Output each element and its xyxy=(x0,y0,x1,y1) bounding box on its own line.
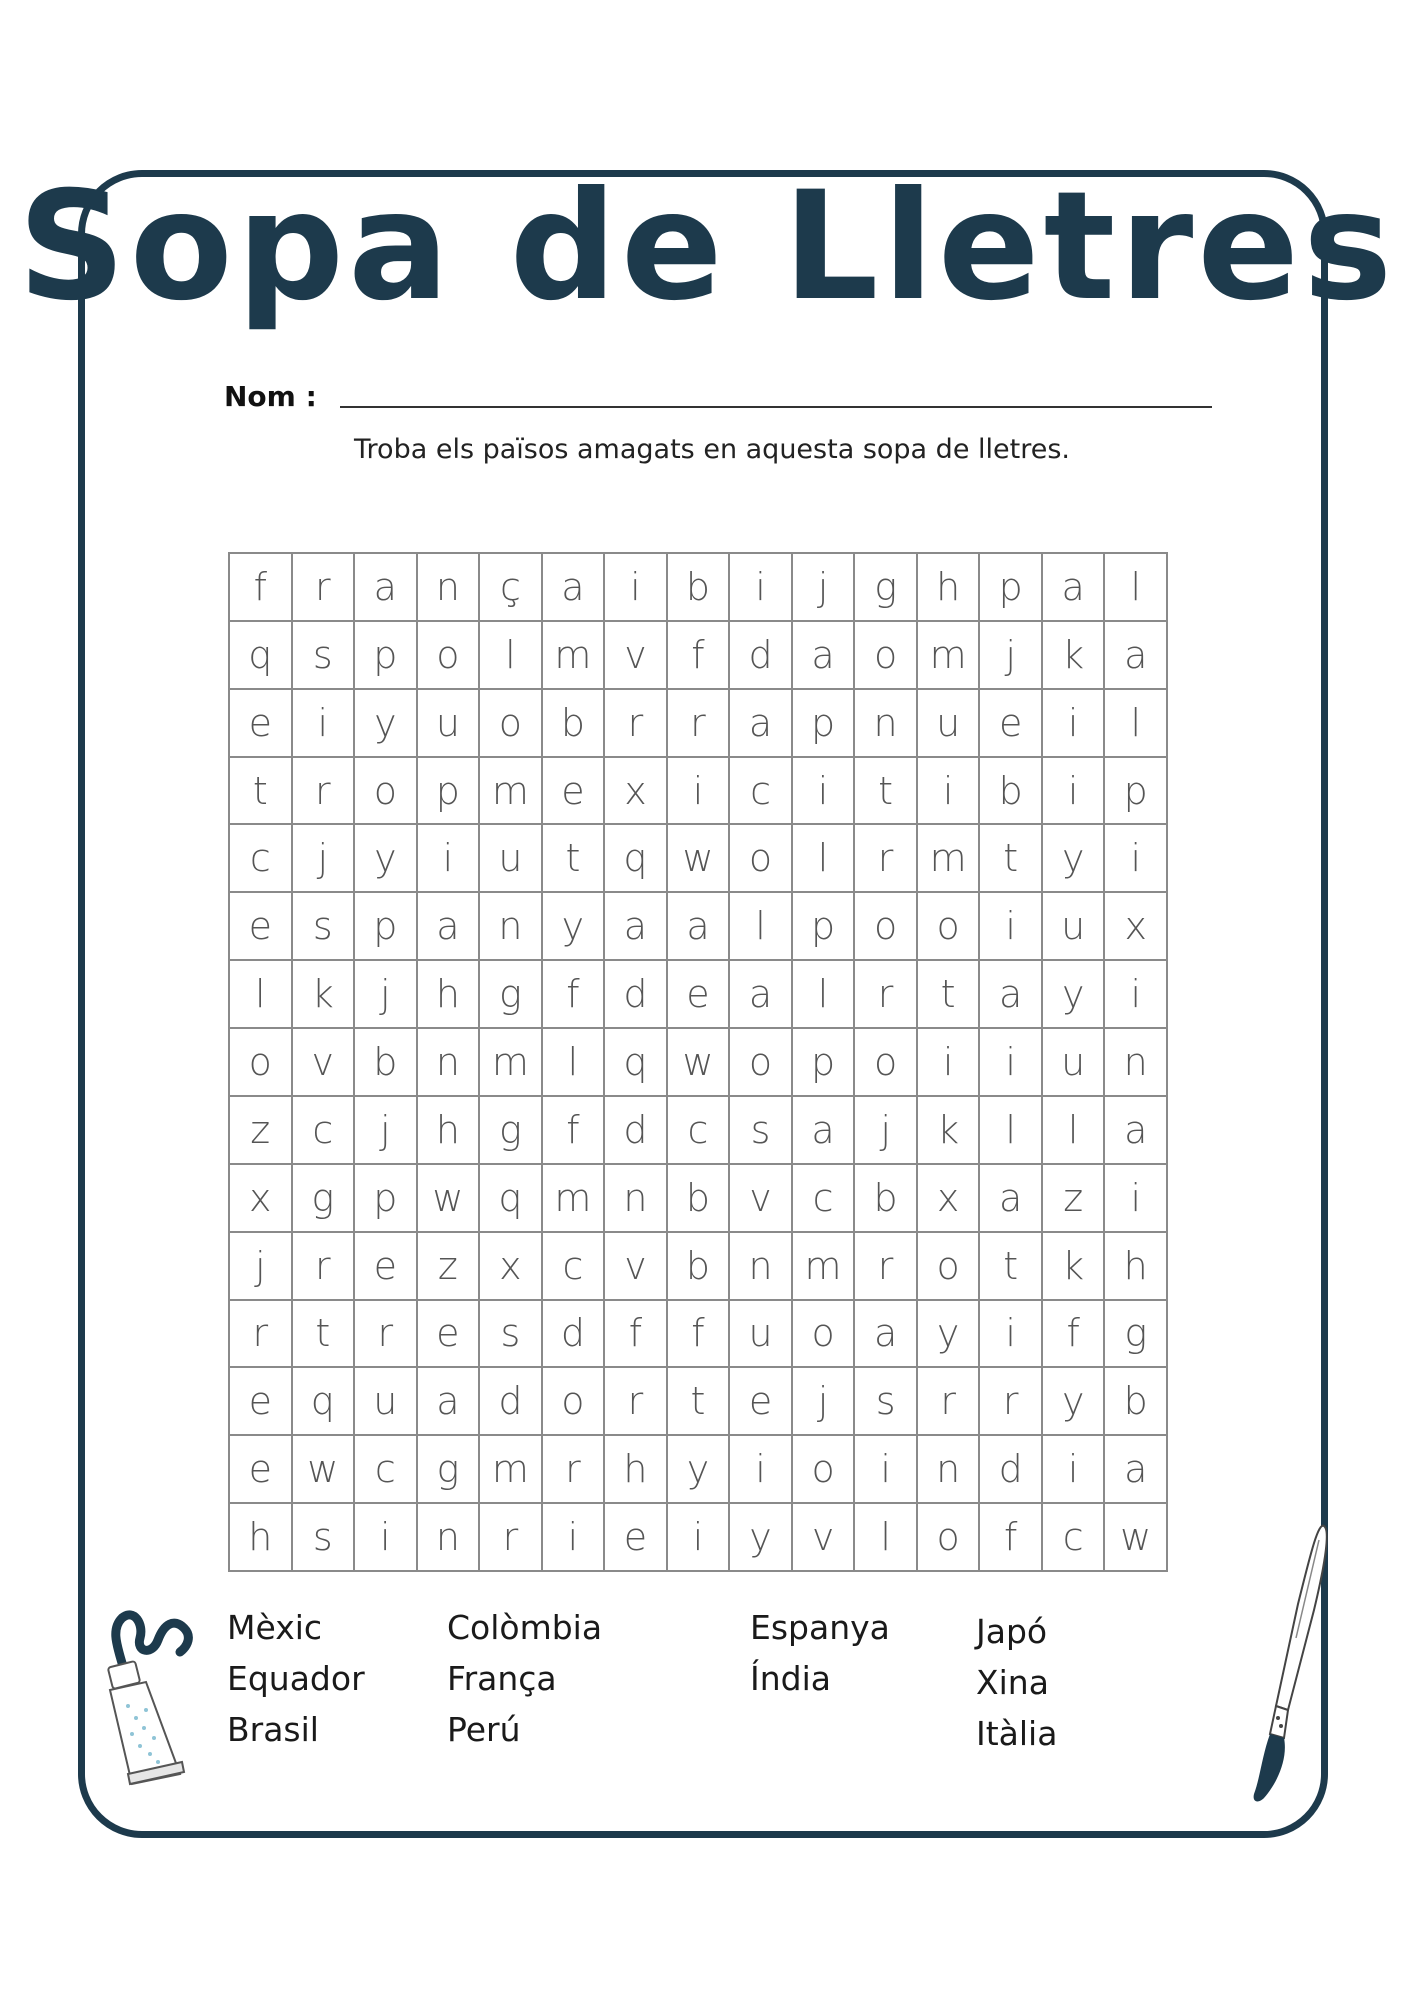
grid-cell[interactable]: c xyxy=(293,1097,356,1165)
grid-cell[interactable]: j xyxy=(355,1097,418,1165)
word-list-item: Itàlia xyxy=(976,1714,1058,1753)
grid-cell[interactable]: b xyxy=(355,1029,418,1097)
grid-cell[interactable]: n xyxy=(418,554,481,622)
grid-cell[interactable]: i xyxy=(1105,1165,1168,1233)
grid-cell[interactable]: o xyxy=(918,1233,981,1301)
grid-cell[interactable]: r xyxy=(355,1301,418,1369)
grid-cell[interactable]: n xyxy=(605,1165,668,1233)
grid-cell[interactable]: s xyxy=(293,622,356,690)
word-list-item: Mèxic xyxy=(227,1608,323,1647)
grid-cell[interactable]: f xyxy=(605,1301,668,1369)
grid-cell[interactable]: o xyxy=(793,1436,856,1504)
word-list-item: Índia xyxy=(750,1659,831,1698)
grid-cell[interactable]: x xyxy=(918,1165,981,1233)
grid-cell[interactable]: b xyxy=(668,1165,731,1233)
grid-cell[interactable]: h xyxy=(230,1504,293,1572)
grid-cell[interactable]: i xyxy=(980,893,1043,961)
grid-cell[interactable]: r xyxy=(293,554,356,622)
grid-cell[interactable]: o xyxy=(418,622,481,690)
grid-cell[interactable]: i xyxy=(293,690,356,758)
grid-cell[interactable]: j xyxy=(793,554,856,622)
grid-cell[interactable]: d xyxy=(480,1368,543,1436)
grid-cell[interactable]: e xyxy=(543,758,606,826)
grid-cell[interactable]: r xyxy=(543,1436,606,1504)
grid-cell[interactable]: r xyxy=(605,690,668,758)
grid-cell[interactable]: i xyxy=(543,1504,606,1572)
grid-cell[interactable]: h xyxy=(418,1097,481,1165)
grid-cell[interactable]: p xyxy=(355,893,418,961)
grid-cell[interactable]: i xyxy=(1105,825,1168,893)
grid-cell[interactable]: a xyxy=(980,961,1043,1029)
grid-cell[interactable]: w xyxy=(668,825,731,893)
word-list-item: Brasil xyxy=(227,1710,319,1749)
grid-cell[interactable]: o xyxy=(230,1029,293,1097)
grid-cell[interactable]: z xyxy=(230,1097,293,1165)
grid-cell[interactable]: k xyxy=(1043,1233,1106,1301)
grid-cell[interactable]: d xyxy=(980,1436,1043,1504)
grid-cell[interactable]: i xyxy=(730,1436,793,1504)
grid-cell[interactable]: e xyxy=(230,1368,293,1436)
grid-cell[interactable]: l xyxy=(543,1029,606,1097)
grid-cell[interactable]: v xyxy=(793,1504,856,1572)
grid-cell[interactable]: i xyxy=(668,1504,731,1572)
grid-cell[interactable]: u xyxy=(730,1301,793,1369)
grid-cell[interactable]: p xyxy=(355,622,418,690)
grid-cell[interactable]: v xyxy=(293,1029,356,1097)
grid-cell[interactable]: n xyxy=(480,893,543,961)
grid-cell[interactable]: o xyxy=(480,690,543,758)
word-list-item: Equador xyxy=(227,1659,365,1698)
grid-cell[interactable]: e xyxy=(668,961,731,1029)
grid-cell[interactable]: r xyxy=(480,1504,543,1572)
grid-cell[interactable]: o xyxy=(918,893,981,961)
grid-cell[interactable]: l xyxy=(730,893,793,961)
grid-cell[interactable]: w xyxy=(668,1029,731,1097)
grid-cell[interactable]: d xyxy=(605,961,668,1029)
grid-cell[interactable]: m xyxy=(480,1436,543,1504)
grid-cell[interactable]: i xyxy=(918,1029,981,1097)
grid-cell[interactable]: n xyxy=(418,1504,481,1572)
grid-cell[interactable]: q xyxy=(605,1029,668,1097)
grid-cell[interactable]: g xyxy=(480,1097,543,1165)
grid-cell[interactable]: s xyxy=(855,1368,918,1436)
grid-cell[interactable]: i xyxy=(855,1436,918,1504)
grid-cell[interactable]: o xyxy=(855,893,918,961)
grid-cell[interactable]: q xyxy=(605,825,668,893)
grid-cell[interactable]: e xyxy=(605,1504,668,1572)
grid-cell[interactable]: m xyxy=(918,622,981,690)
grid-cell[interactable]: a xyxy=(980,1165,1043,1233)
grid-cell[interactable]: g xyxy=(293,1165,356,1233)
grid-cell[interactable]: t xyxy=(543,825,606,893)
grid-cell[interactable]: a xyxy=(855,1301,918,1369)
grid-cell[interactable]: m xyxy=(793,1233,856,1301)
word-list-column-2 xyxy=(447,1602,602,1755)
grid-cell[interactable]: l xyxy=(793,825,856,893)
word-list-item: Xina xyxy=(976,1663,1049,1702)
grid-cell[interactable]: y xyxy=(355,825,418,893)
word-list-item: Perú xyxy=(447,1710,521,1749)
grid-cell[interactable]: m xyxy=(543,622,606,690)
grid-cell[interactable]: f xyxy=(668,1301,731,1369)
grid-cell[interactable]: y xyxy=(355,690,418,758)
grid-cell[interactable]: a xyxy=(418,893,481,961)
instructions-text: Troba els països amagats en aquesta sopa de lletres. xyxy=(354,434,1070,465)
grid-cell[interactable]: b xyxy=(855,1165,918,1233)
word-list-column-3 xyxy=(750,1602,890,1704)
grid-cell[interactable]: k xyxy=(918,1097,981,1165)
grid-cell[interactable]: h xyxy=(605,1436,668,1504)
grid-cell[interactable]: r xyxy=(230,1301,293,1369)
grid-cell[interactable]: r xyxy=(293,1233,356,1301)
grid-cell[interactable]: s xyxy=(480,1301,543,1369)
grid-cell[interactable]: i xyxy=(1043,758,1106,826)
grid-cell[interactable]: b xyxy=(668,554,731,622)
grid-cell[interactable]: a xyxy=(355,554,418,622)
word-list-column-4 xyxy=(976,1606,1057,1759)
grid-cell[interactable]: g xyxy=(855,554,918,622)
grid-cell[interactable]: a xyxy=(605,893,668,961)
grid-cell[interactable]: l xyxy=(793,961,856,1029)
grid-cell[interactable]: g xyxy=(1105,1301,1168,1369)
grid-cell[interactable]: g xyxy=(418,1436,481,1504)
grid-cell[interactable]: w xyxy=(293,1436,356,1504)
grid-cell[interactable]: i xyxy=(793,758,856,826)
grid-cell[interactable]: m xyxy=(543,1165,606,1233)
grid-cell[interactable]: n xyxy=(918,1436,981,1504)
grid-cell[interactable]: o xyxy=(355,758,418,826)
grid-cell[interactable]: r xyxy=(855,1233,918,1301)
grid-cell[interactable]: a xyxy=(668,893,731,961)
grid-cell[interactable]: e xyxy=(230,690,293,758)
grid-cell[interactable]: f xyxy=(543,1097,606,1165)
name-input-line[interactable] xyxy=(340,406,1212,408)
grid-cell[interactable]: i xyxy=(1043,690,1106,758)
grid-cell[interactable]: u xyxy=(480,825,543,893)
grid-cell[interactable]: k xyxy=(293,961,356,1029)
grid-cell[interactable]: m xyxy=(480,1029,543,1097)
grid-cell[interactable]: a xyxy=(1105,1097,1168,1165)
grid-cell[interactable]: e xyxy=(230,1436,293,1504)
paintbrush-icon xyxy=(1218,1520,1338,1810)
grid-cell[interactable]: h xyxy=(1105,1233,1168,1301)
grid-cell[interactable]: p xyxy=(980,554,1043,622)
grid-cell[interactable]: h xyxy=(918,554,981,622)
grid-cell[interactable]: e xyxy=(730,1368,793,1436)
grid-cell[interactable]: y xyxy=(1043,961,1106,1029)
grid-cell[interactable]: a xyxy=(543,554,606,622)
grid-cell[interactable]: l xyxy=(230,961,293,1029)
grid-cell[interactable]: y xyxy=(668,1436,731,1504)
grid-cell[interactable]: i xyxy=(355,1504,418,1572)
grid-cell[interactable]: e xyxy=(355,1233,418,1301)
grid-cell[interactable]: v xyxy=(730,1165,793,1233)
name-label: Nom : xyxy=(224,380,317,413)
grid-cell[interactable]: a xyxy=(730,690,793,758)
grid-cell[interactable]: w xyxy=(1105,1504,1168,1572)
grid-cell[interactable]: q xyxy=(230,622,293,690)
grid-cell[interactable]: k xyxy=(1043,622,1106,690)
grid-cell[interactable]: o xyxy=(855,1029,918,1097)
grid-cell[interactable]: l xyxy=(855,1504,918,1572)
grid-cell[interactable]: r xyxy=(980,1368,1043,1436)
grid-cell[interactable]: y xyxy=(918,1301,981,1369)
page-title: Sopa de Lletres xyxy=(17,160,1397,334)
grid-cell[interactable]: a xyxy=(730,961,793,1029)
grid-cell[interactable]: x xyxy=(1105,893,1168,961)
grid-cell[interactable]: j xyxy=(355,961,418,1029)
grid-cell[interactable]: i xyxy=(1105,961,1168,1029)
grid-cell[interactable]: c xyxy=(668,1097,731,1165)
grid-cell[interactable]: a xyxy=(1105,1436,1168,1504)
grid-cell[interactable]: j xyxy=(293,825,356,893)
grid-cell[interactable]: n xyxy=(418,1029,481,1097)
grid-cell[interactable]: a xyxy=(793,622,856,690)
grid-cell[interactable]: l xyxy=(1105,554,1168,622)
grid-cell[interactable]: q xyxy=(293,1368,356,1436)
grid-cell[interactable]: l xyxy=(1105,690,1168,758)
grid-cell[interactable]: e xyxy=(230,893,293,961)
grid-cell[interactable]: p xyxy=(1105,758,1168,826)
grid-cell[interactable]: r xyxy=(855,825,918,893)
grid-cell[interactable]: f xyxy=(230,554,293,622)
grid-cell[interactable]: p xyxy=(793,1029,856,1097)
grid-cell[interactable]: r xyxy=(293,758,356,826)
grid-cell[interactable]: n xyxy=(730,1233,793,1301)
grid-cell[interactable]: l xyxy=(980,1097,1043,1165)
grid-cell[interactable]: l xyxy=(1043,1097,1106,1165)
paint-tube-icon xyxy=(88,1578,198,1788)
grid-cell[interactable]: f xyxy=(980,1504,1043,1572)
grid-cell[interactable]: r xyxy=(668,690,731,758)
grid-cell[interactable]: m xyxy=(918,825,981,893)
grid-cell[interactable]: p xyxy=(793,690,856,758)
word-list-item: Japó xyxy=(976,1612,1048,1651)
grid-cell[interactable]: u xyxy=(418,690,481,758)
grid-cell[interactable]: v xyxy=(605,622,668,690)
grid-cell[interactable]: j xyxy=(230,1233,293,1301)
grid-cell[interactable]: n xyxy=(855,690,918,758)
grid-cell[interactable]: t xyxy=(293,1301,356,1369)
grid-cell[interactable]: o xyxy=(918,1504,981,1572)
grid-cell[interactable]: y xyxy=(730,1504,793,1572)
grid-cell[interactable]: ç xyxy=(480,554,543,622)
grid-cell[interactable]: i xyxy=(918,758,981,826)
grid-cell[interactable]: o xyxy=(730,825,793,893)
grid-cell[interactable]: c xyxy=(1043,1504,1106,1572)
grid-cell[interactable]: a xyxy=(793,1097,856,1165)
grid-cell[interactable]: u xyxy=(1043,893,1106,961)
grid-cell[interactable]: c xyxy=(793,1165,856,1233)
grid-cell[interactable]: i xyxy=(980,1029,1043,1097)
grid-cell[interactable]: r xyxy=(918,1368,981,1436)
word-list-column-1 xyxy=(227,1602,365,1755)
word-list-item: Espanya xyxy=(750,1608,890,1647)
grid-cell[interactable]: x xyxy=(230,1165,293,1233)
grid-cell[interactable]: y xyxy=(1043,825,1106,893)
grid-cell[interactable]: y xyxy=(1043,1368,1106,1436)
grid-cell[interactable]: t xyxy=(230,758,293,826)
grid-cell[interactable]: d xyxy=(543,1301,606,1369)
grid-cell[interactable]: f xyxy=(1043,1301,1106,1369)
grid-cell[interactable]: t xyxy=(980,1233,1043,1301)
grid-cell[interactable]: j xyxy=(855,1097,918,1165)
grid-cell[interactable]: d xyxy=(605,1097,668,1165)
grid-cell[interactable]: s xyxy=(730,1097,793,1165)
grid-cell[interactable]: c xyxy=(355,1436,418,1504)
grid-cell[interactable]: w xyxy=(418,1165,481,1233)
grid-cell[interactable]: r xyxy=(605,1368,668,1436)
word-list-item: Colòmbia xyxy=(447,1608,603,1647)
grid-cell[interactable]: z xyxy=(418,1233,481,1301)
grid-cell[interactable]: d xyxy=(730,622,793,690)
grid-cell[interactable]: c xyxy=(543,1233,606,1301)
word-search-grid xyxy=(228,552,1168,1572)
grid-cell[interactable]: m xyxy=(480,758,543,826)
grid-cell[interactable]: i xyxy=(668,758,731,826)
grid-cell[interactable]: t xyxy=(668,1368,731,1436)
grid-cell[interactable]: f xyxy=(543,961,606,1029)
grid-cell[interactable]: v xyxy=(605,1233,668,1301)
grid-cell[interactable]: t xyxy=(918,961,981,1029)
grid-cell[interactable]: i xyxy=(418,825,481,893)
grid-cell[interactable]: q xyxy=(480,1165,543,1233)
grid-cell[interactable]: i xyxy=(605,554,668,622)
grid-cell[interactable]: r xyxy=(855,961,918,1029)
grid-cell[interactable]: e xyxy=(980,690,1043,758)
grid-cell[interactable]: u xyxy=(1043,1029,1106,1097)
grid-cell[interactable]: e xyxy=(418,1301,481,1369)
grid-cell[interactable]: j xyxy=(793,1368,856,1436)
grid-cell[interactable]: o xyxy=(855,622,918,690)
grid-cell[interactable]: a xyxy=(418,1368,481,1436)
grid-cell[interactable]: b xyxy=(668,1233,731,1301)
grid-cell[interactable]: i xyxy=(730,554,793,622)
word-list-item: França xyxy=(447,1659,557,1698)
grid-cell[interactable]: g xyxy=(480,961,543,1029)
grid-cell[interactable]: f xyxy=(668,622,731,690)
grid-cell[interactable]: y xyxy=(543,893,606,961)
grid-cell[interactable]: b xyxy=(1105,1368,1168,1436)
grid-cell[interactable]: j xyxy=(980,622,1043,690)
grid-cell[interactable]: c xyxy=(230,825,293,893)
grid-cell[interactable]: t xyxy=(855,758,918,826)
grid-cell[interactable]: b xyxy=(980,758,1043,826)
grid-cell[interactable]: l xyxy=(480,622,543,690)
grid-cell[interactable]: x xyxy=(480,1233,543,1301)
grid-cell[interactable]: h xyxy=(418,961,481,1029)
grid-cell[interactable]: o xyxy=(793,1301,856,1369)
grid-cell[interactable]: p xyxy=(793,893,856,961)
grid-cell[interactable]: u xyxy=(918,690,981,758)
grid-cell[interactable]: b xyxy=(543,690,606,758)
grid-cell[interactable]: s xyxy=(293,893,356,961)
grid-cell[interactable]: n xyxy=(1105,1029,1168,1097)
grid-cell[interactable]: o xyxy=(543,1368,606,1436)
grid-cell[interactable]: x xyxy=(605,758,668,826)
grid-cell[interactable]: i xyxy=(980,1301,1043,1369)
grid-cell[interactable]: u xyxy=(355,1368,418,1436)
grid-cell[interactable]: z xyxy=(1043,1165,1106,1233)
grid-cell[interactable]: p xyxy=(355,1165,418,1233)
grid-cell[interactable]: a xyxy=(1043,554,1106,622)
grid-cell[interactable]: s xyxy=(293,1504,356,1572)
grid-cell[interactable]: i xyxy=(1043,1436,1106,1504)
grid-cell[interactable]: c xyxy=(730,758,793,826)
grid-cell[interactable]: p xyxy=(418,758,481,826)
grid-cell[interactable]: t xyxy=(980,825,1043,893)
grid-cell[interactable]: a xyxy=(1105,622,1168,690)
grid-cell[interactable]: o xyxy=(730,1029,793,1097)
